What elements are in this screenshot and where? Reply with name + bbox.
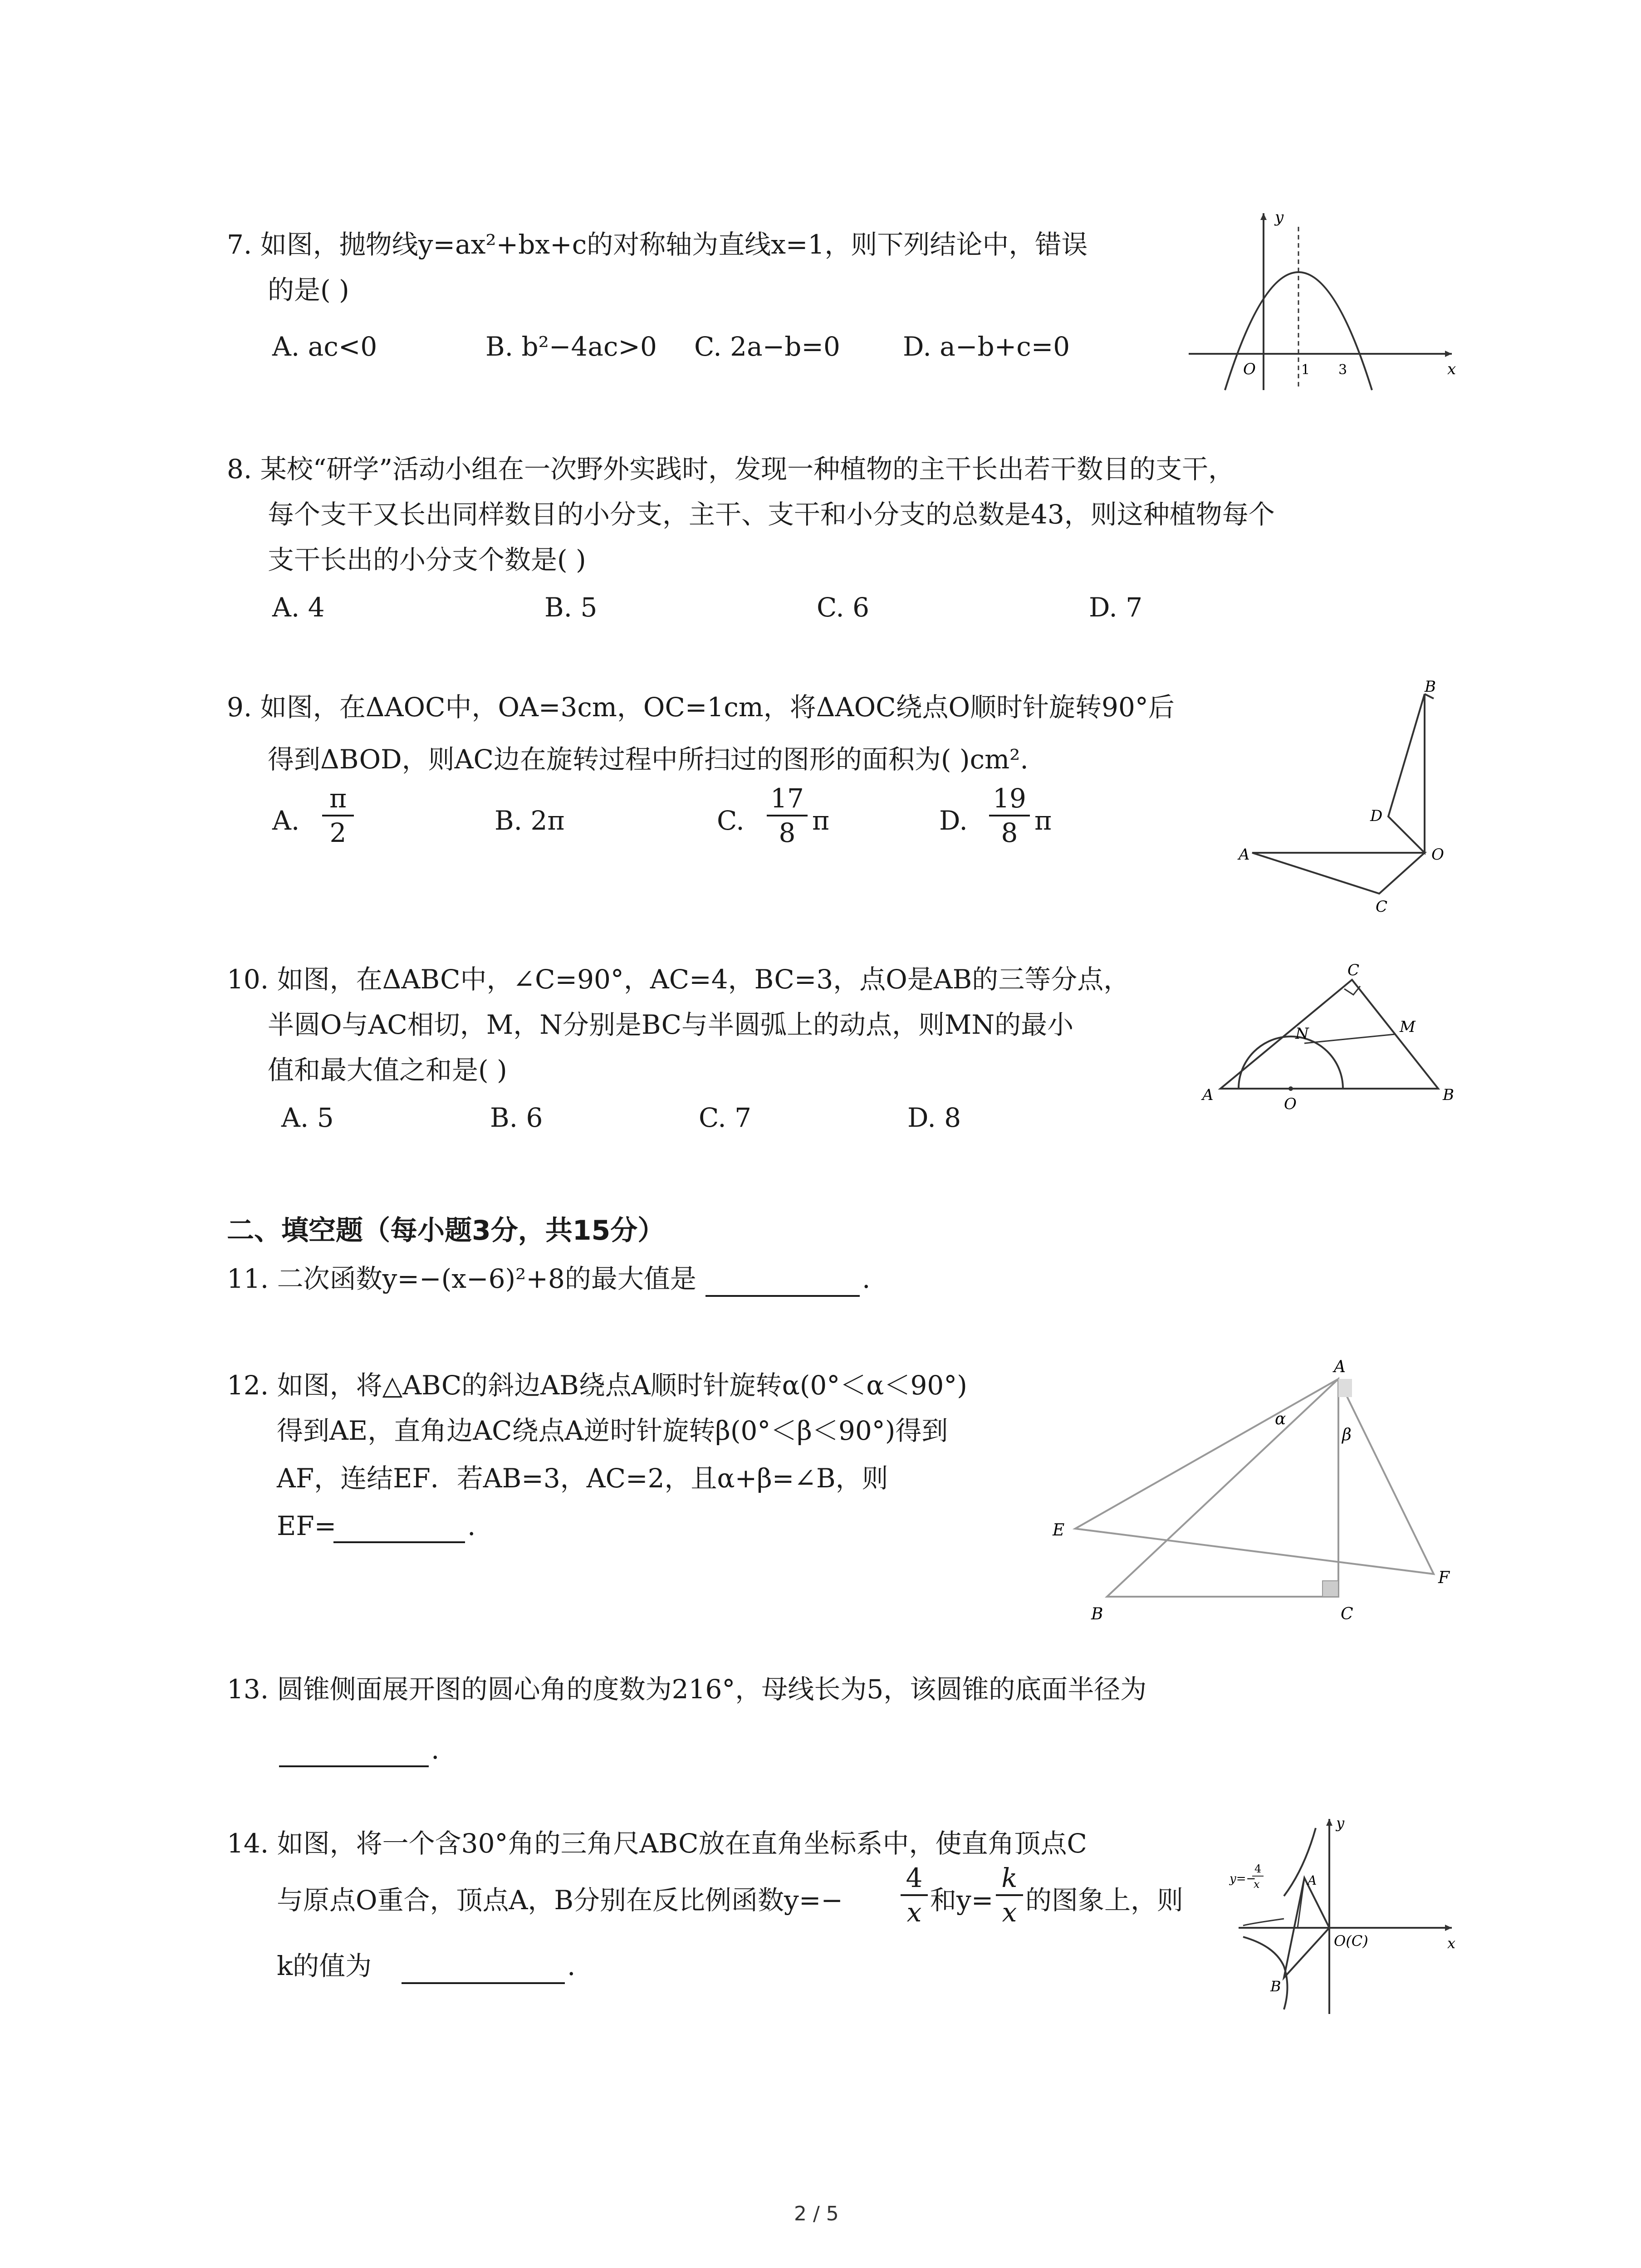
q12-fig-a-label: A bbox=[1334, 1358, 1346, 1376]
q14-line2-part1: 与原点O重合，顶点A，B分别在反比例函数y=− bbox=[277, 1885, 843, 1916]
q10-fig-m-label: M bbox=[1400, 1018, 1416, 1036]
q7-fig-x-label: x bbox=[1447, 360, 1456, 378]
q10-triangle-figure bbox=[1193, 957, 1465, 1116]
q9-option-d-denominator: 8 bbox=[1001, 817, 1018, 848]
q14-line2-part2: 和y= bbox=[930, 1885, 994, 1916]
q9-option-d-fraction bbox=[989, 785, 1030, 846]
q12-answer-blank[interactable] bbox=[333, 1541, 465, 1543]
q14-fraction1-denominator: x bbox=[906, 1897, 922, 1928]
q8-line3: 支干长出的小分支个数是( ) bbox=[268, 544, 586, 575]
q10-fig-n-label: N bbox=[1295, 1025, 1309, 1043]
q7-parabola-figure bbox=[1180, 204, 1461, 395]
q7-option-a: A. ac<0 bbox=[272, 331, 377, 362]
q8-option-b: B. 5 bbox=[544, 592, 598, 623]
q10-fig-a-label: A bbox=[1202, 1086, 1214, 1104]
q14-fig-function-denominator: x bbox=[1254, 1878, 1260, 1891]
q7-fig-origin-label: O bbox=[1243, 360, 1256, 378]
q10-option-d: D. 8 bbox=[907, 1102, 961, 1133]
q14-fraction2-denominator: x bbox=[1002, 1897, 1017, 1928]
q14-fraction-k-over-x bbox=[996, 1864, 1023, 1926]
q10-fig-b-label: B bbox=[1443, 1086, 1454, 1104]
q9-option-a-denominator: 2 bbox=[329, 817, 347, 848]
q8-option-d: D. 7 bbox=[1089, 592, 1143, 623]
q10-line1: 10. 如图，在ΔABC中，∠C=90°，AC=4，BC=3，点O是AB的三等分点， bbox=[227, 964, 1130, 995]
q9-fig-a-label: A bbox=[1239, 846, 1250, 864]
q12-fig-b-label: B bbox=[1091, 1605, 1103, 1623]
q10-option-a: A. 5 bbox=[281, 1102, 334, 1133]
q14-fig-origin-label: O(C) bbox=[1334, 1932, 1368, 1950]
q14-fig-b-label: B bbox=[1270, 1978, 1281, 1995]
q12-line4: EF= bbox=[277, 1510, 337, 1541]
q9-option-a-numerator: π bbox=[329, 783, 347, 814]
q7-fig-y-label: y bbox=[1275, 208, 1284, 226]
q10-line3: 值和最大值之和是( ) bbox=[268, 1055, 507, 1085]
q14-fraction2-numerator: k bbox=[1001, 1862, 1018, 1893]
q10-line2: 半圆O与AC相切，M，N分别是BC与半圆弧上的动点，则MN的最小 bbox=[268, 1009, 1074, 1040]
q7-fig-tick-3: 3 bbox=[1338, 362, 1347, 378]
q8-option-a: A. 4 bbox=[272, 592, 325, 623]
q10-option-c: C. 7 bbox=[699, 1102, 752, 1133]
q14-period: . bbox=[567, 1950, 576, 1981]
q9-option-d-numerator: 19 bbox=[993, 783, 1026, 814]
q12-period: . bbox=[467, 1510, 476, 1541]
q14-fraction1-numerator: 4 bbox=[906, 1862, 923, 1893]
q9-option-c-label: C. bbox=[717, 805, 745, 836]
q9-option-d-label: D. bbox=[939, 805, 968, 836]
q9-rotation-figure bbox=[1234, 676, 1470, 921]
q10-fig-o-label: O bbox=[1284, 1095, 1297, 1113]
q12-fig-e-label: E bbox=[1053, 1521, 1065, 1540]
q14-line2-part3: 的图象上，则 bbox=[1025, 1885, 1184, 1916]
q9-option-c-denominator: 8 bbox=[779, 817, 796, 848]
q14-fig-function-numerator: 4 bbox=[1254, 1862, 1262, 1875]
q9-fig-c-label: C bbox=[1376, 898, 1388, 916]
q12-fig-alpha-label: α bbox=[1275, 1410, 1286, 1428]
q9-fig-o-label: O bbox=[1431, 846, 1444, 864]
q7-option-c: C. 2a−b=0 bbox=[694, 331, 840, 362]
q9-option-c-numerator: 17 bbox=[770, 783, 804, 814]
q9-option-a-fraction bbox=[322, 785, 354, 846]
q14-line1: 14. 如图，将一个含30°角的三角尺ABC放在直角坐标系中，使直角顶点C bbox=[227, 1828, 1087, 1859]
section-fill-in-title: 二、填空题（每小题3分，共15分） bbox=[227, 1215, 665, 1246]
page-number: 2 / 5 bbox=[794, 2202, 839, 2225]
q11-period: . bbox=[862, 1263, 871, 1294]
q14-answer-blank[interactable] bbox=[402, 1982, 565, 1984]
q10-option-b: B. 6 bbox=[490, 1102, 543, 1133]
q12-fig-f-label: F bbox=[1438, 1569, 1450, 1587]
q13-line1: 13. 圆锥侧面展开图的圆心角的度数为216°，母线长为5，该圆锥的底面半径为 bbox=[227, 1674, 1147, 1705]
q9-line1: 9. 如图，在ΔAOC中，OA=3cm，OC=1cm，将ΔAOC绕点O顺时针旋转90°后 bbox=[227, 692, 1175, 723]
q9-option-d-pi: π bbox=[1034, 805, 1052, 836]
q9-line2: 得到ΔBOD，则AC边在旋转过程中所扫过的图形的面积为( )cm². bbox=[268, 744, 1029, 775]
q13-answer-blank[interactable] bbox=[279, 1765, 429, 1767]
q11-text: 11. 二次函数y=−(x−6)²+8的最大值是 bbox=[227, 1263, 696, 1294]
q14-fig-y-label: y bbox=[1336, 1814, 1345, 1832]
q11-answer-blank[interactable] bbox=[705, 1295, 860, 1297]
q12-line2: 得到AE，直角边AC绕点A逆时针旋转β(0°＜β＜90°)得到 bbox=[277, 1415, 948, 1446]
q9-option-a-label: A. bbox=[272, 805, 300, 836]
q8-line1: 8. 某校“研学”活动小组在一次野外实践时，发现一种植物的主干长出若干数目的支干， bbox=[227, 454, 1235, 484]
q13-period: . bbox=[431, 1734, 440, 1765]
q7-line1: 7. 如图，抛物线y=ax²+bx+c的对称轴为直线x=1，则下列结论中，错误 bbox=[227, 229, 1088, 260]
q9-fig-d-label: D bbox=[1370, 807, 1383, 825]
q7-option-b: B. b²−4ac>0 bbox=[485, 331, 657, 362]
q14-fraction-neg4-over-x bbox=[901, 1864, 928, 1926]
q12-fig-beta-label: β bbox=[1342, 1426, 1352, 1444]
q9-option-c-fraction bbox=[767, 785, 808, 846]
q7-line2: 的是( ) bbox=[268, 274, 349, 305]
q14-fig-a-label: A bbox=[1308, 1873, 1317, 1888]
q9-fig-b-label: B bbox=[1425, 678, 1436, 696]
q14-line3: k的值为 bbox=[277, 1950, 372, 1981]
q8-line2: 每个支干又长出同样数目的小分支，主干、支干和小分支的总数是43，则这种植物每个 bbox=[268, 499, 1275, 530]
q8-option-c: C. 6 bbox=[817, 592, 870, 623]
q7-fig-tick-1: 1 bbox=[1301, 362, 1310, 378]
q12-line1: 12. 如图，将△ABC的斜边AB绕点A顺时针旋转α(0°＜α＜90°) bbox=[227, 1370, 967, 1401]
q14-fig-x-label: x bbox=[1447, 1935, 1456, 1952]
q14-fig-function-label: y=− bbox=[1230, 1872, 1256, 1886]
q14-coordinate-figure bbox=[1225, 1810, 1461, 2019]
q12-line3: AF，连结EF．若AB=3，AC=2，且α+β=∠B，则 bbox=[277, 1463, 888, 1494]
q7-option-d: D. a−b+c=0 bbox=[903, 331, 1070, 362]
q12-fig-c-label: C bbox=[1341, 1605, 1353, 1623]
q12-rotation-figure bbox=[1043, 1347, 1465, 1624]
q9-option-c-pi: π bbox=[812, 805, 830, 836]
q10-fig-c-label: C bbox=[1347, 961, 1360, 979]
q9-option-b: B. 2π bbox=[495, 805, 565, 836]
